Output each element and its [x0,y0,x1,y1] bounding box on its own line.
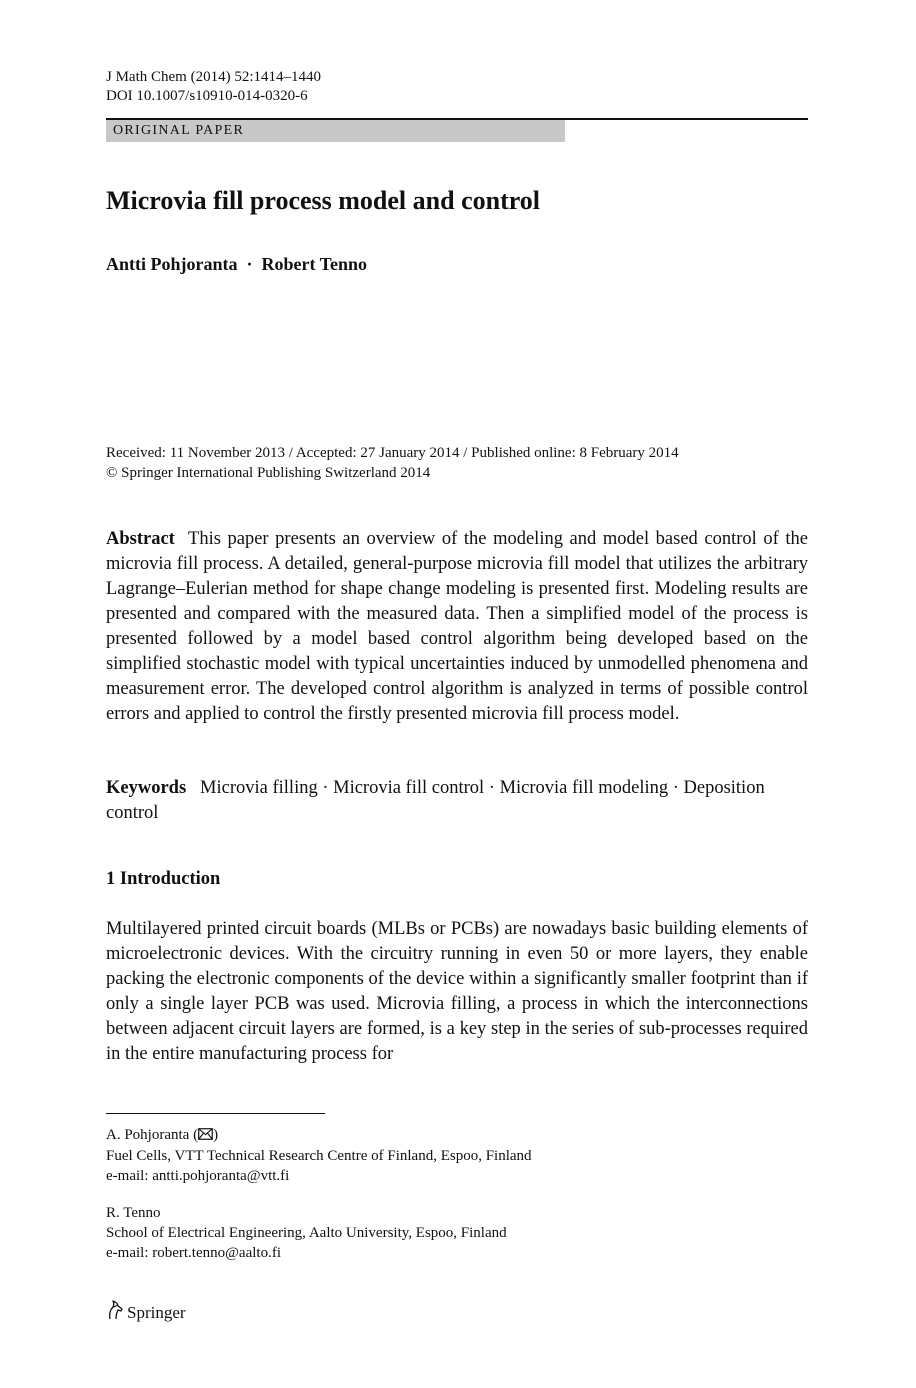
envelope-icon [198,1126,213,1146]
author-name: Antti Pohjoranta [106,254,238,274]
publisher-footer [106,1300,186,1326]
doi: DOI 10.1007/s10910-014-0320-6 [106,88,308,104]
footnote-email: e-mail: antti.pohjoranta@vtt.fi [106,1168,290,1184]
introduction-text: Multilayered printed circuit boards (MLBs or PCBs) are nowadays basic building elements of microelectronic devices. With the circuitry running in even 50 or more layers, they enable packing the electronic components of the device within a significantly smaller footprint than if only a single layer PCB was used. Microvia filling, a process in which the interconnections between adjacent circuit layers are formed, is a key step in the series of sub-processes required in the entire manufacturing process for [106,919,808,1064]
publication-history [106,443,808,483]
section-heading: 1 Introduction [106,869,221,889]
abstract [106,527,808,727]
keywords-label: Keywords [106,778,187,798]
article-type-bar: ORIGINAL PAPER [106,120,565,142]
footnote-rule [106,1113,325,1114]
copyright-line: © Springer International Publishing Switzerland 2014 [106,465,431,481]
author-name: Robert Tenno [261,254,368,274]
abstract-label: Abstract [106,529,175,549]
author-list [106,253,367,275]
footnote-email: e-mail: robert.tenno@aalto.fi [106,1245,281,1261]
keywords-text: Microvia filling · Microvia fill control · Microvia fill modeling · Deposition control [106,778,765,823]
dates-line: Received: 11 November 2013 / Accepted: 27 January 2014 / Published online: 8 February 2014 [106,445,679,461]
springer-horse-icon [106,1300,127,1326]
author-separator: · [246,254,253,274]
footnote-name: A. Pohjoranta ( ) [106,1125,808,1146]
footnote-author-1 [106,1125,808,1186]
abstract-text: This paper presents an overview of the modeling and model based control of the microvia fill process. A detailed, general-purpose microvia fill model that utilizes the arbitrary Lagrange–Eulerian method for shape change modeling is presented first. Modeling results are presented and compared with the measured data. Then a simplified model of the process is presented followed by a model based control algorithm being developed based on the simplified stochastic model with typical uncertainties induced by unmodelled phenomena and measurement error. The developed control algorithm is analyzed in terms of possible control errors and applied to control the firstly presented microvia fill process model. [106,529,808,724]
journal-citation: J Math Chem (2014) 52:1414–1440 [106,69,321,85]
footnote-affiliation: Fuel Cells, VTT Technical Research Centre of Finland, Espoo, Finland [106,1148,532,1164]
footnote-name: R. Tenno [106,1205,161,1221]
footnote-author-2 [106,1203,808,1263]
paper-title: Microvia fill process model and control [106,186,541,215]
keywords [106,776,808,826]
publisher-name: Springer [127,1303,186,1322]
journal-header [106,68,321,106]
footnote-affiliation: School of Electrical Engineering, Aalto University, Espoo, Finland [106,1225,507,1241]
